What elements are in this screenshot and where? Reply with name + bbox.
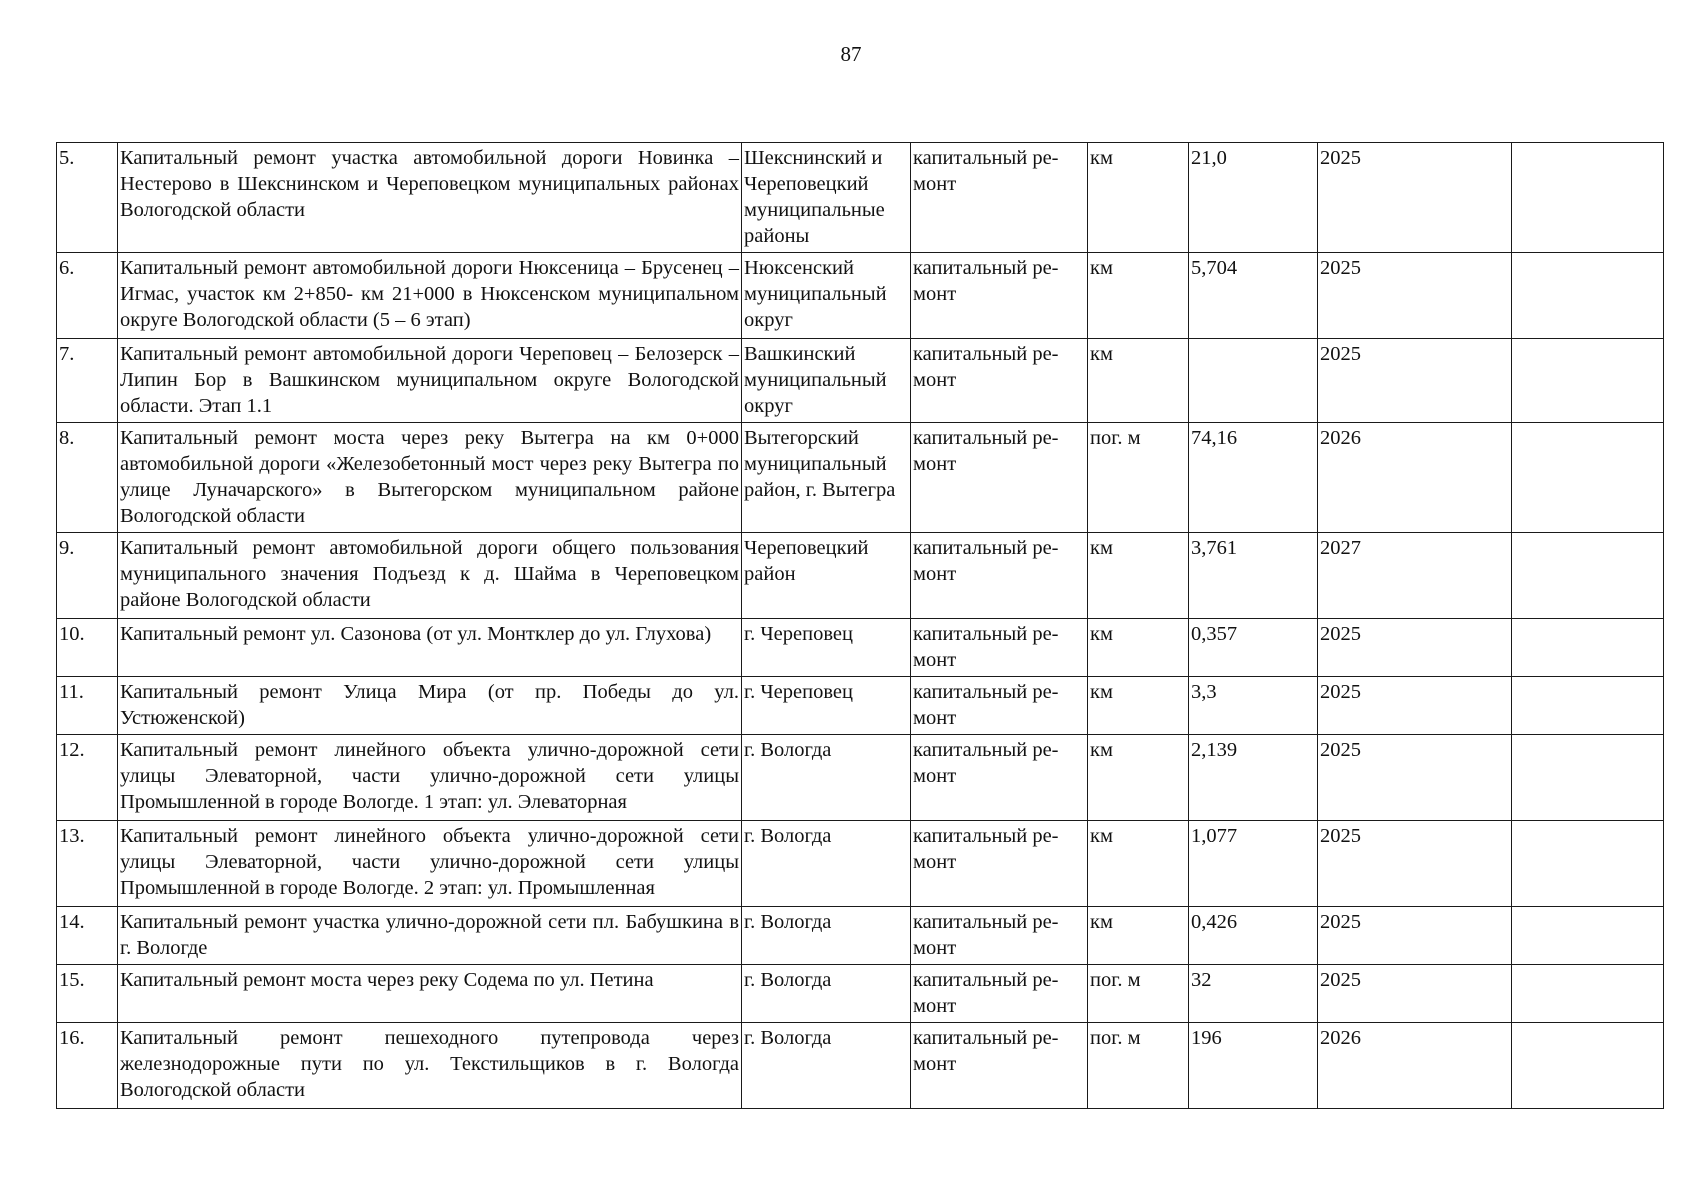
unit: пог. м <box>1088 1023 1189 1109</box>
row-number: 16. <box>57 1023 118 1109</box>
row-number: 7. <box>57 339 118 423</box>
year: 2027 <box>1318 533 1512 619</box>
work-type: капитальный ре-монт <box>911 619 1088 677</box>
extra-cell <box>1512 1023 1664 1109</box>
row-number: 5. <box>57 143 118 253</box>
table-row <box>57 423 1664 533</box>
extra-cell <box>1512 965 1664 1023</box>
object-name: Капитальный ремонт линейного объекта улично-дорожной сети улицы Элеваторной, части улично-дорожной сети улицы Промышленной в городе Вологде. 1 этап: ул. Элеваторная <box>118 735 742 821</box>
object-name: Капитальный ремонт пешеходного путепровода через железнодорожные пути по ул. Текстильщиков в г. Вологда Вологодской области <box>118 1023 742 1109</box>
year: 2025 <box>1318 907 1512 965</box>
extra-cell <box>1512 143 1664 253</box>
territory: г. Вологда <box>742 735 911 821</box>
year: 2025 <box>1318 143 1512 253</box>
territory: г. Череповец <box>742 619 911 677</box>
territory: Нюксенский муниципальный округ <box>742 253 911 339</box>
territory: г. Вологда <box>742 1023 911 1109</box>
row-number: 6. <box>57 253 118 339</box>
year: 2025 <box>1318 821 1512 907</box>
unit: км <box>1088 619 1189 677</box>
territory: г. Вологда <box>742 821 911 907</box>
unit: км <box>1088 735 1189 821</box>
table-row <box>57 1023 1664 1109</box>
table-row <box>57 821 1664 907</box>
capacity-value: 2,139 <box>1189 735 1318 821</box>
territory: г. Череповец <box>742 677 911 735</box>
object-name: Капитальный ремонт моста через реку Содема по ул. Петина <box>118 965 742 1023</box>
work-type: капитальный ре-монт <box>911 965 1088 1023</box>
table-row <box>57 533 1664 619</box>
object-name: Капитальный ремонт моста через реку Вытегра на км 0+000 автомобильной дороги «Железобетонный мост через реку Вытегра по улице Луначарского» в Вытегорском муниципальном районе Вологодской области <box>118 423 742 533</box>
row-number: 11. <box>57 677 118 735</box>
capacity-value: 21,0 <box>1189 143 1318 253</box>
unit: км <box>1088 143 1189 253</box>
unit: км <box>1088 339 1189 423</box>
unit: км <box>1088 821 1189 907</box>
territory: г. Вологда <box>742 965 911 1023</box>
capacity-value: 0,426 <box>1189 907 1318 965</box>
capacity-value: 74,16 <box>1189 423 1318 533</box>
table-row <box>57 253 1664 339</box>
year: 2025 <box>1318 339 1512 423</box>
extra-cell <box>1512 907 1664 965</box>
object-name: Капитальный ремонт ул. Сазонова (от ул. Монтклер до ул. Глухова) <box>118 619 742 677</box>
year: 2025 <box>1318 677 1512 735</box>
object-name: Капитальный ремонт линейного объекта улично-дорожной сети улицы Элеваторной, части улично-дорожной сети улицы Промышленной в городе Вологде. 2 этап: ул. Промышленная <box>118 821 742 907</box>
year: 2025 <box>1318 253 1512 339</box>
work-type: капитальный ре-монт <box>911 735 1088 821</box>
territory: г. Вологда <box>742 907 911 965</box>
work-type: капитальный ре-монт <box>911 423 1088 533</box>
extra-cell <box>1512 253 1664 339</box>
row-number: 10. <box>57 619 118 677</box>
year: 2025 <box>1318 965 1512 1023</box>
work-type: капитальный ре-монт <box>911 821 1088 907</box>
object-name: Капитальный ремонт автомобильной дороги Нюксеница – Брусенец – Игмас, участок км 2+850- км 21+000 в Нюксенском муниципальном округе Вологодской области (5 – 6 этап) <box>118 253 742 339</box>
unit: пог. м <box>1088 423 1189 533</box>
table-row <box>57 619 1664 677</box>
row-number: 8. <box>57 423 118 533</box>
unit: км <box>1088 677 1189 735</box>
table-row <box>57 677 1664 735</box>
capacity-value: 0,357 <box>1189 619 1318 677</box>
object-name: Капитальный ремонт Улица Мира (от пр. Победы до ул. Устюженской) <box>118 677 742 735</box>
objects-table <box>56 142 1664 1109</box>
object-name: Капитальный ремонт автомобильной дороги Череповец – Белозерск – Липин Бор в Вашкинском муниципальном округе Вологодской области. Этап 1.1 <box>118 339 742 423</box>
work-type: капитальный ре-монт <box>911 1023 1088 1109</box>
unit: км <box>1088 533 1189 619</box>
unit: км <box>1088 253 1189 339</box>
unit: пог. м <box>1088 965 1189 1023</box>
extra-cell <box>1512 677 1664 735</box>
extra-cell <box>1512 533 1664 619</box>
work-type: капитальный ре-монт <box>911 143 1088 253</box>
year: 2025 <box>1318 735 1512 821</box>
territory: Шекснинский и Череповецкий муниципальные районы <box>742 143 911 253</box>
territory: Вашкинский муниципальный округ <box>742 339 911 423</box>
territory: Череповецкий район <box>742 533 911 619</box>
work-type: капитальный ре-монт <box>911 533 1088 619</box>
row-number: 14. <box>57 907 118 965</box>
year: 2026 <box>1318 1023 1512 1109</box>
capacity-value: 1,077 <box>1189 821 1318 907</box>
work-type: капитальный ре-монт <box>911 339 1088 423</box>
extra-cell <box>1512 821 1664 907</box>
capacity-value: 5,704 <box>1189 253 1318 339</box>
page-number: 87 <box>840 42 862 66</box>
extra-cell <box>1512 619 1664 677</box>
table-row <box>57 907 1664 965</box>
capacity-value: 3,761 <box>1189 533 1318 619</box>
capacity-value: 196 <box>1189 1023 1318 1109</box>
table-body <box>57 143 1664 1109</box>
capacity-value: 32 <box>1189 965 1318 1023</box>
work-type: капитальный ре-монт <box>911 253 1088 339</box>
capacity-value: 3,3 <box>1189 677 1318 735</box>
row-number: 9. <box>57 533 118 619</box>
table-row <box>57 339 1664 423</box>
capacity-value <box>1189 339 1318 423</box>
year: 2026 <box>1318 423 1512 533</box>
extra-cell <box>1512 339 1664 423</box>
work-type: капитальный ре-монт <box>911 677 1088 735</box>
extra-cell <box>1512 735 1664 821</box>
row-number: 15. <box>57 965 118 1023</box>
work-type: капитальный ре-монт <box>911 907 1088 965</box>
table-row <box>57 143 1664 253</box>
object-name: Капитальный ремонт автомобильной дороги общего пользования муниципального значения Подъезд к д. Шайма в Череповецком районе Вологодской области <box>118 533 742 619</box>
territory: Вытегорский муниципальный район, г. Вытегра <box>742 423 911 533</box>
table-row <box>57 965 1664 1023</box>
object-name: Капитальный ремонт участка улично-дорожной сети пл. Бабушкина в г. Вологде <box>118 907 742 965</box>
object-name: Капитальный ремонт участка автомобильной дороги Новинка – Нестерово в Шекснинском и Череповецком муниципальных районах Вологодской области <box>118 143 742 253</box>
table-row <box>57 735 1664 821</box>
row-number: 12. <box>57 735 118 821</box>
unit: км <box>1088 907 1189 965</box>
row-number: 13. <box>57 821 118 907</box>
year: 2025 <box>1318 619 1512 677</box>
extra-cell <box>1512 423 1664 533</box>
